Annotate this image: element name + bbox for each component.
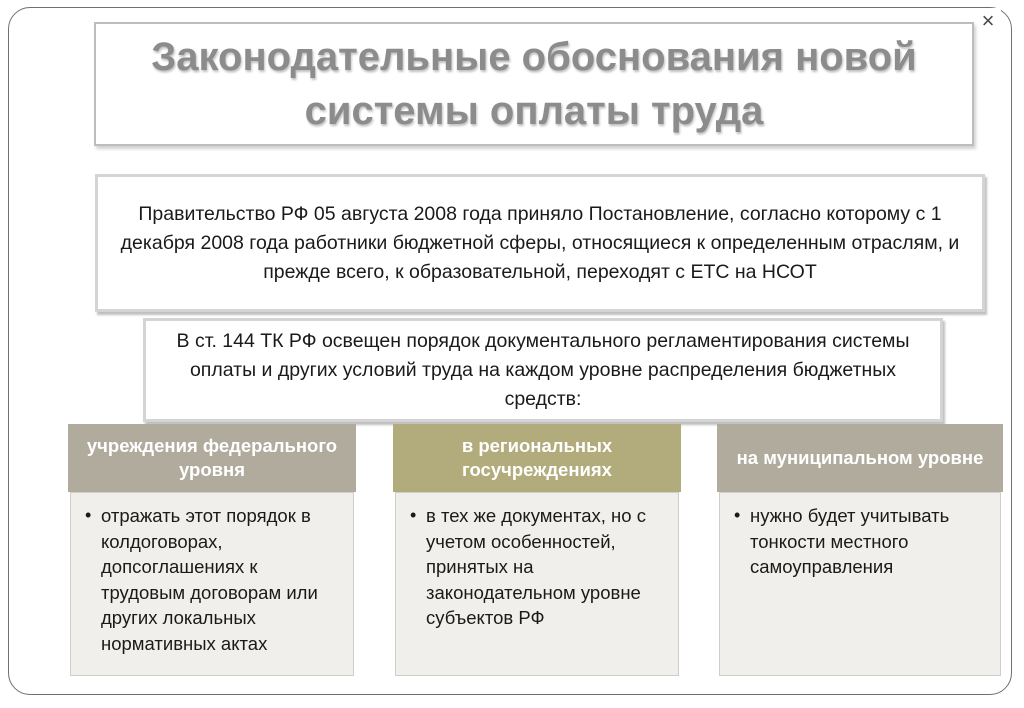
government-decree-box	[95, 174, 985, 312]
page-title: Законодательные обоснования новой системы оплаты труда	[151, 35, 917, 133]
federal-level-header	[68, 424, 356, 492]
regional-level-header-label: в региональных госучреждениях	[461, 435, 613, 480]
close-icon[interactable]: ×	[975, 8, 1001, 34]
municipal-level-header	[717, 424, 1003, 492]
municipal-level-header-label: на муниципальном уровне	[736, 447, 984, 468]
regional-level-body	[395, 492, 679, 676]
labor-code-box	[143, 318, 943, 422]
regional-level-header	[393, 424, 681, 492]
federal-level-header-label: учреждения федерального уровня	[86, 435, 338, 480]
federal-level-body	[70, 492, 354, 676]
list-item	[410, 503, 664, 631]
title-box	[94, 22, 974, 146]
list-item	[734, 503, 986, 580]
government-decree-text: Правительство РФ 05 августа 2008 года приняло Постановление, согласно которому с 1 декабря 2008 года работники бюджетной сферы, относящиеся к определенным отраслям, и прежде всего, к образовательной, переходят с ЕТС на НСОТ	[120, 202, 960, 283]
list-item	[85, 503, 339, 656]
municipal-level-text: нужно будет учитывать тонкости местного самоуправления	[750, 505, 950, 577]
bullet-icon: •	[734, 505, 741, 525]
regional-level-text: в тех же документах, но с учетом особенностей, принятых на законодательном уровне субъектов РФ	[426, 505, 646, 628]
federal-level-text: отражать этот порядок в колдоговорах, допсоглашениях к трудовым договорам или других локальных нормативных актах	[101, 505, 318, 654]
municipal-level-body	[719, 492, 1001, 676]
bullet-icon: •	[85, 505, 92, 525]
labor-code-text: В ст. 144 ТК РФ освещен порядок документального регламентирования системы оплаты и других условий труда на каждом уровне распределения бюджетных средств:	[176, 329, 910, 410]
bullet-icon: •	[410, 505, 417, 525]
